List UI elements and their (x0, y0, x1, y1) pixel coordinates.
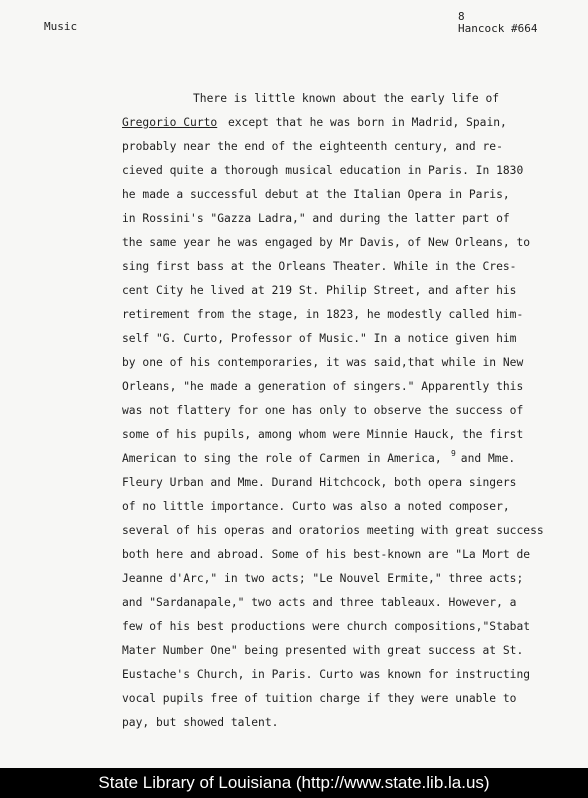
text-line: Jeanne d'Arc," in two acts; "Le Nouvel Ermite," three acts; (122, 572, 524, 585)
footnote-mark: 9 (451, 449, 456, 458)
text-line: American to sing the role of Carmen in America, 9 and Mme. (0, 448, 588, 470)
text-line: cent City he lived at 219 St. Philip Street, and after his (122, 284, 517, 297)
text-line: he made a successful debut at the Italian Opera in Paris, (122, 188, 510, 201)
text-line: Eustache's Church, in Paris. Curto was known for instructing (122, 668, 531, 681)
text-line: pay, but showed talent. (122, 716, 279, 729)
text-line: sing first bass at the Orleans Theater. While in the Cres- (122, 260, 517, 273)
subject-label: Music (44, 20, 78, 33)
text-line: and "Sardanapale," two acts and three tableaux. However, a (122, 596, 517, 609)
text-line: of no little importance. Curto was also a noted composer, (122, 500, 510, 513)
text-line: vocal pupils free of tuition charge if they were unable to (122, 692, 517, 705)
text-line: There is little known about the early life of (193, 92, 500, 105)
person-name: Gregorio Curto (122, 116, 218, 129)
text-line: Gregorio Curto except that he was born in Madrid, Spain, (0, 112, 588, 134)
page-number: 8 (458, 10, 465, 23)
text-line: Fleury Urban and Mme. Durand Hitchcock, both opera singers (122, 476, 517, 489)
text-line: retirement from the stage, in 1823, he modestly called him- (122, 308, 524, 321)
text-line: both here and abroad. Some of his best-known are "La Mort de (122, 548, 531, 561)
text-line: probably near the end of the eighteenth century, and re- (122, 140, 503, 153)
file-reference: Hancock #664 (458, 22, 538, 35)
text-line: in Rossini's "Gazza Ladra," and during the latter part of (122, 212, 510, 225)
text-line: some of his pupils, among whom were Minnie Hauck, the first (122, 428, 524, 441)
text-line: Mater Number One" being presented with great success at St. (122, 644, 524, 657)
text-line: cieved quite a thorough musical education in Paris. In 1830 (122, 164, 524, 177)
text-line: the same year he was engaged by Mr Davis, of New Orleans, to (122, 236, 531, 249)
text-line: few of his best productions were church compositions,"Stabat (122, 620, 531, 633)
text-line: several of his operas and oratorios meeting with great success (122, 524, 544, 537)
text-line: Orleans, "he made a generation of singers." Apparently this (122, 380, 524, 393)
text-line: self "G. Curto, Professor of Music." In a notice given him (122, 332, 517, 345)
source-credit-banner: State Library of Louisiana (http://www.state.lib.la.us) (0, 768, 588, 798)
text-line: was not flattery for one has only to observe the success of (122, 404, 524, 417)
text-line: by one of his contemporaries, it was said,that while in New (122, 356, 524, 369)
